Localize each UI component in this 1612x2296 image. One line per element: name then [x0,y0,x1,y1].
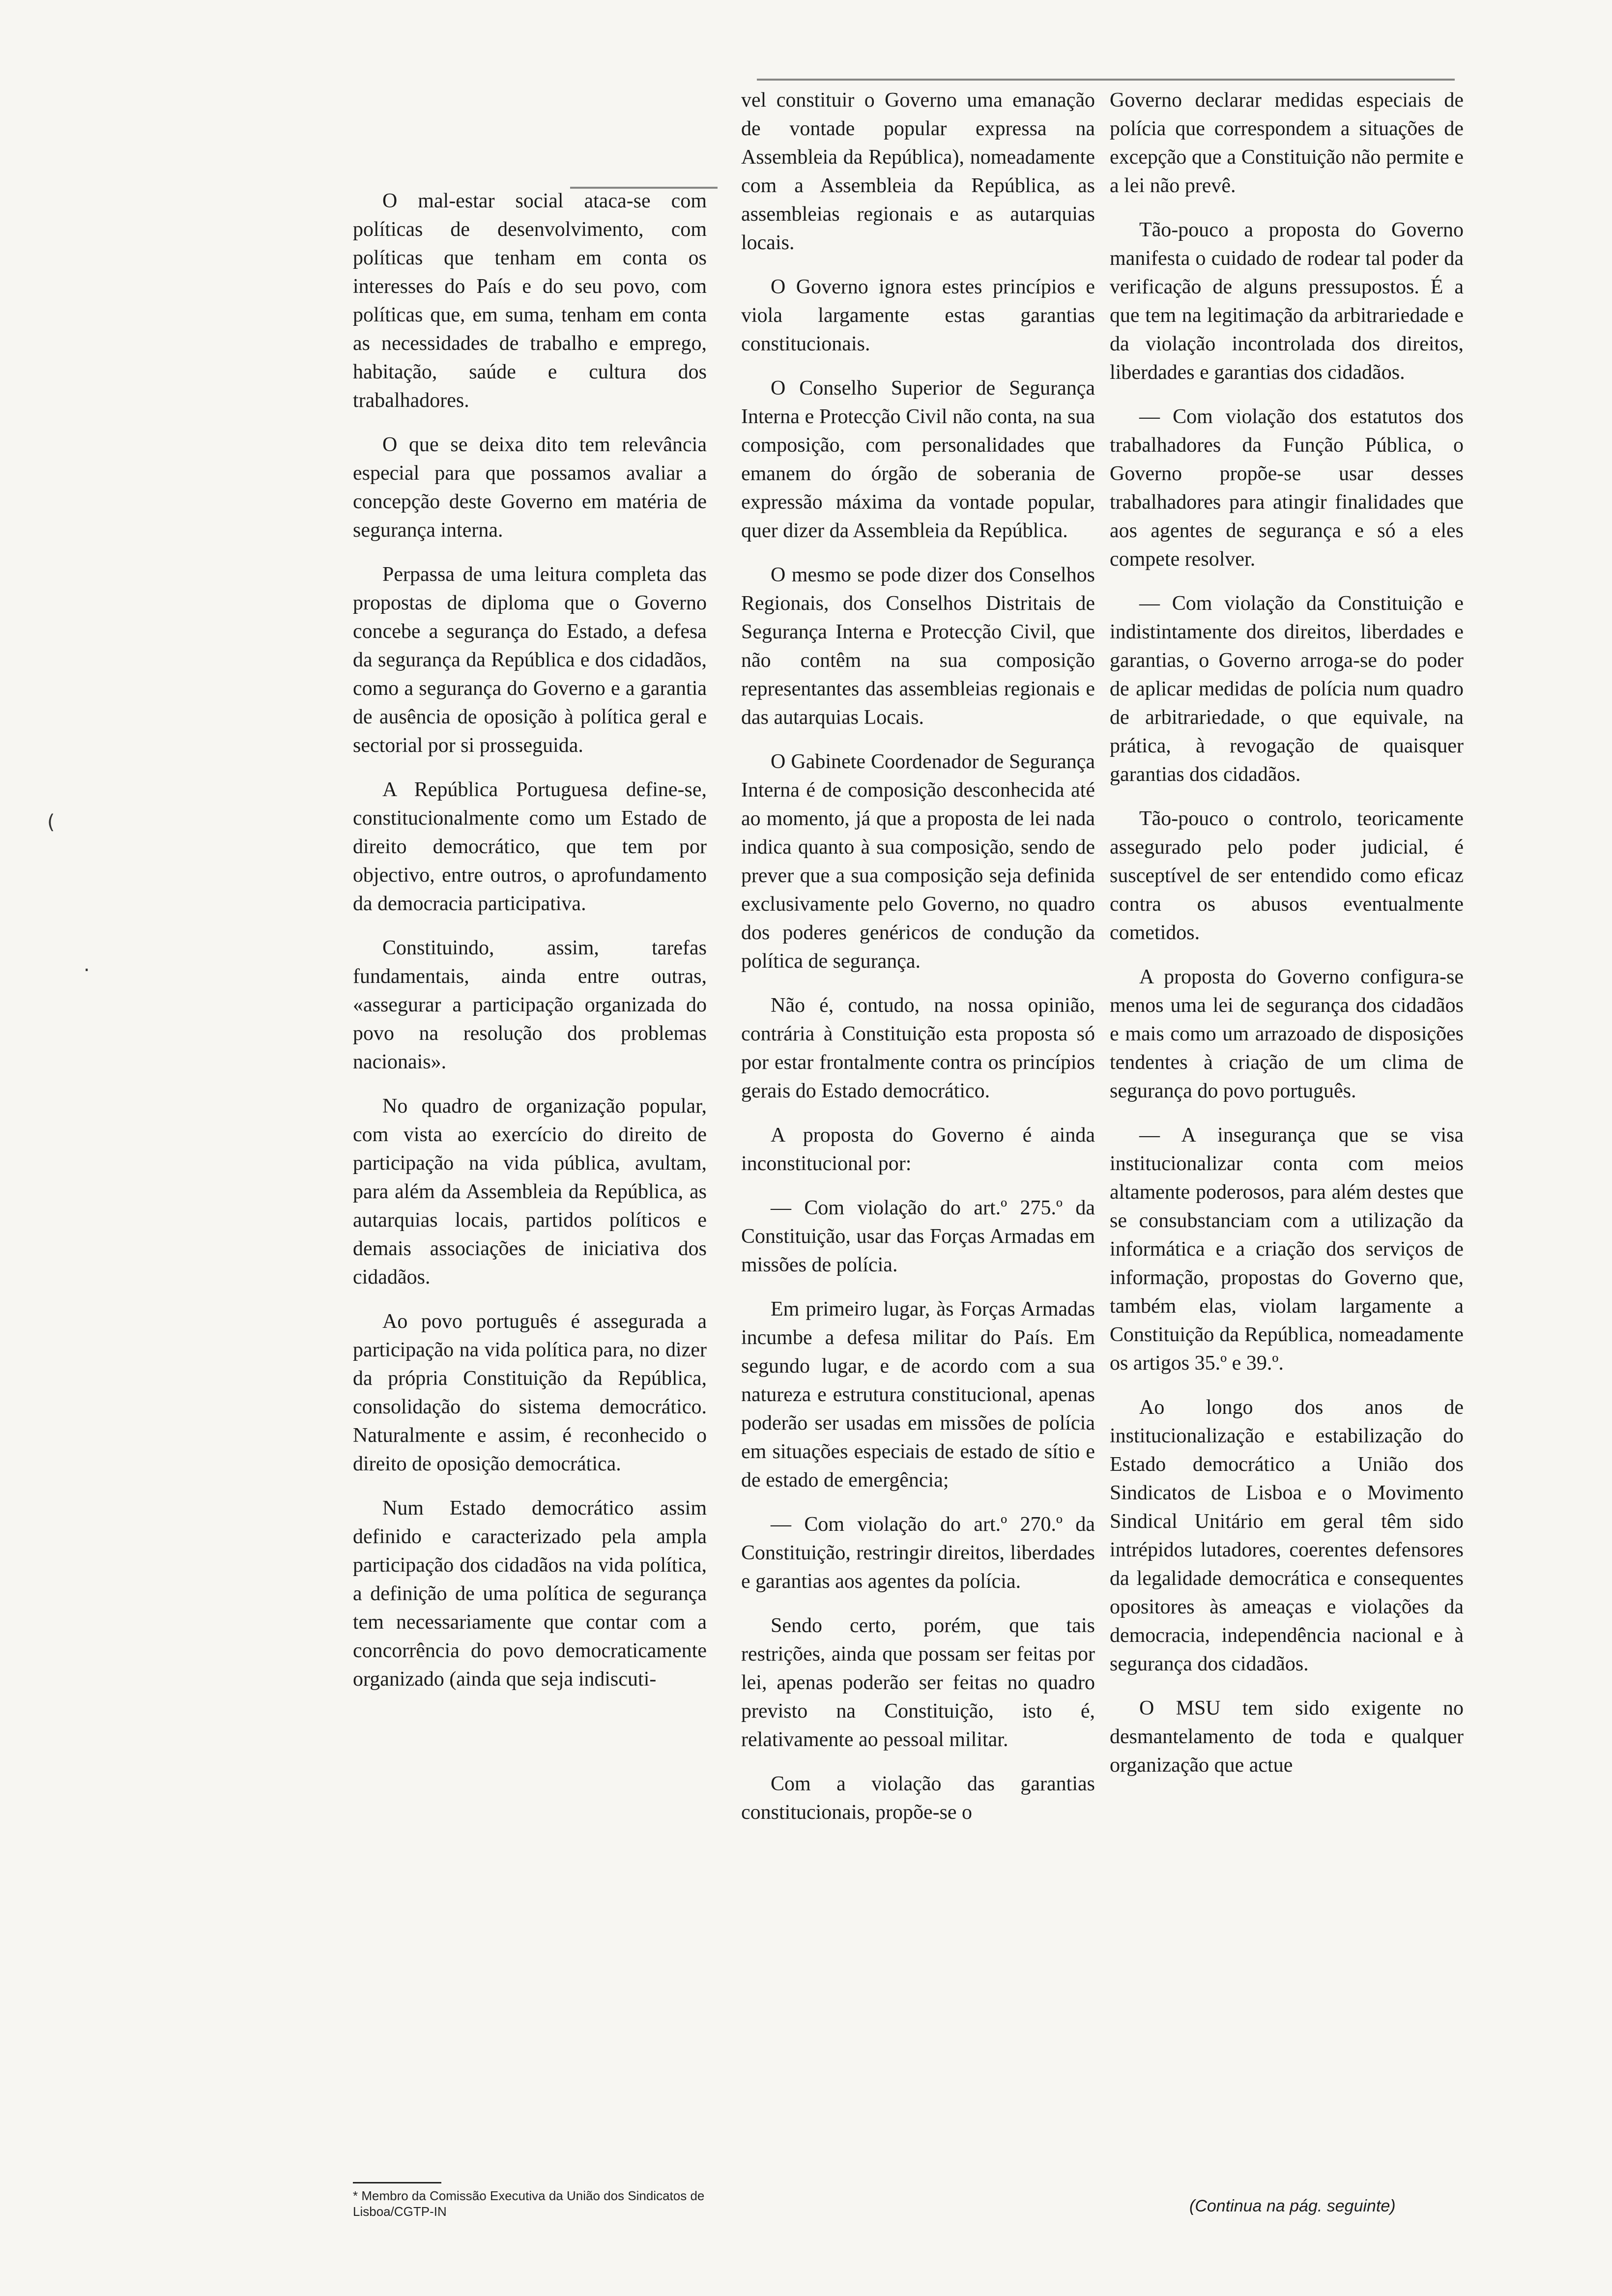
margin-mark: . [84,953,90,976]
paragraph: Ao longo dos anos de institucionalização e estabilização do Estado democrático a União dos Sindicatos de Lisboa e o Movimento Sindical Unitário em geral têm sido intrépidos lutadores, coerentes defensores da legalidade democrática e consequentes opositores às ameaças e violações da democracia, independência nacional e à segurança dos cidadãos. [1110,1396,1464,1675]
paragraph: O Governo ignora estes princípios e viola largamente estas garantias constitucionais. [741,276,1095,355]
paragraph: Constituindo, assim, tarefas fundamentais, ainda entre outras, «assegurar a participação organizada do povo na resolução dos problemas nacionais». [353,937,707,1073]
paragraph: — A insegurança que se visa institucionalizar conta com meios altamente poderosos, para além destes que se consubstanciam com a utilização da informática e a criação dos serviços de informação, propostas do Governo que, também elas, violam largamente a Constituição da República, nomeadamente os artigos 35.º e 39.º. [1110,1124,1464,1375]
paragraph: O Conselho Superior de Segurança Interna e Protecção Civil não conta, na sua composição, com personalidades que emanem do órgão de soberania de expressão máxima da vontade popular, quer dizer da Assembleia da República. [741,377,1095,542]
paragraph: O MSU tem sido exigente no desmantelamento de toda e qualquer organização que actue [1110,1697,1464,1777]
paragraph: No quadro de organização popular, com vista ao exercício do direito de participação na vida pública, avultam, para além da Assembleia da República, as autarquias locais, partidos políticos e demais associações de iniciativa dos cidadãos. [353,1095,707,1289]
article-column-2 [741,86,1095,1842]
paragraph: vel constituir o Governo uma emanação de vontade popular expressa na Assembleia da República), nomeadamente com a Assembleia da República, as assembleias regionais e as autarquias locais. [741,89,1095,254]
footnote-rule [353,2182,441,2183]
continuation-note: (Continua na pág. seguinte) [1189,2197,1396,2215]
paragraph: — Com violação do art.º 275.º da Constituição, usar das Forças Armadas em missões de polícia. [741,1197,1095,1276]
paragraph: O Gabinete Coordenador de Segurança Interna é de composição desconhecida até ao momento, já que a proposta de lei nada indica quanto à sua composição, sendo de prever que a sua composição seja definida exclusivamente pelo Governo, no quadro dos poderes genéricos de condução da política de segurança. [741,750,1095,973]
scan-smudge [757,79,1455,81]
paragraph: Em primeiro lugar, às Forças Armadas incumbe a defesa militar do País. Em segundo lugar, e de acordo com a sua natureza e estrutura constitucional, apenas poderão ser usadas em missões de polícia em situações especiais de estado de sítio e de estado de emergência; [741,1298,1095,1492]
margin-mark: ( [47,811,55,833]
paragraph: Governo declarar medidas especiais de polícia que correspondem a situações de excepção que a Constituição não permite e a lei não prevê. [1110,89,1464,197]
paragraph: O mal-estar social ataca-se com políticas de desenvolvimento, com políticas que tenham em conta os interesses do País e do seu povo, com políticas que, em suma, tenham em conta as necessidades de trabalho e emprego, habitação, saúde e cultura dos trabalhadores. [353,190,707,412]
paragraph: O mesmo se pode dizer dos Conselhos Regionais, dos Conselhos Distritais de Segurança Interna e Protecção Civil, que não contêm na sua composição representantes das assembleias regionais e das autarquias Locais. [741,564,1095,729]
article-column-3 [1110,86,1464,1795]
paragraph: Num Estado democrático assim definido e caracterizado pela ampla participação dos cidadãos na vida política, a definição de uma política de segurança tem necessariamente que contar com a concorrência do povo democraticamente organizado (ainda que seja indiscuti- [353,1497,707,1691]
paragraph: Não é, contudo, na nossa opinião, contrária à Constituição esta proposta só por estar frontalmente contra os princípios gerais do Estado democrático. [741,994,1095,1102]
article-column-1 [353,187,707,1709]
paragraph: O que se deixa dito tem relevância especial para que possamos avaliar a concepção deste Governo em matéria de segurança interna. [353,433,707,542]
paragraph: A República Portuguesa define-se, constitucionalmente como um Estado de direito democrático, que tem por objectivo, entre outros, o aprofundamento da democracia participativa. [353,778,707,915]
paragraph: — Com violação da Constituição e indistintamente dos direitos, liberdades e garantias, o Governo arroga-se do poder de aplicar medidas de polícia num quadro de arbitrariedade, o que equivale, na prática, à revogação de quaisquer garantias dos cidadãos. [1110,592,1464,786]
paragraph: A proposta do Governo configura-se menos uma lei de segurança dos cidadãos e mais como um arrazoado de disposições tendentes à criação de um clima de segurança do povo português. [1110,966,1464,1102]
paragraph: Perpassa de uma leitura completa das propostas de diploma que o Governo concebe a segurança do Estado, a defesa da segurança da República e dos cidadãos, como a segurança do Governo e a garantia de ausência de oposição à política geral e sectorial por si prosseguida. [353,563,707,757]
paragraph: Com a violação das garantias constitucionais, propõe-se o [741,1773,1095,1824]
paragraph: Tão-pouco o controlo, teoricamente assegurado pelo poder judicial, é susceptível de ser entendido como eficaz contra os abusos eventualmente cometidos. [1110,807,1464,944]
paragraph: — Com violação do art.º 270.º da Constituição, restringir direitos, liberdades e garantias aos agentes da polícia. [741,1513,1095,1593]
paragraph: Tão-pouco a proposta do Governo manifesta o cuidado de rodear tal poder da verificação de alguns pressupostos. É a que tem na legitimação da arbitrariedade e da violação incontrolada dos direitos, liberdades e garantias dos cidadãos. [1110,219,1464,384]
author-footnote: * Membro da Comissão Executiva da União dos Sindicatos de Lisboa/CGTP-IN [353,2188,705,2219]
paragraph: Ao povo português é assegurada a participação na vida política para, no dizer da própria Constituição da República, consolidação do sistema democrático. Naturalmente e assim, é reconhecido o direito de oposição democrática. [353,1310,707,1475]
paragraph: Sendo certo, porém, que tais restrições, ainda que possam ser feitas por lei, apenas poderão ser feitas no quadro previsto na Constituição, isto é, relativamente ao pessoal militar. [741,1614,1095,1751]
paragraph: A proposta do Governo é ainda inconstitucional por: [741,1124,1095,1175]
paragraph: — Com violação dos estatutos dos trabalhadores da Função Pública, o Governo propõe-se usar desses trabalhadores para atingir finalidades que aos agentes de segurança e só a eles compete resolver. [1110,405,1464,571]
